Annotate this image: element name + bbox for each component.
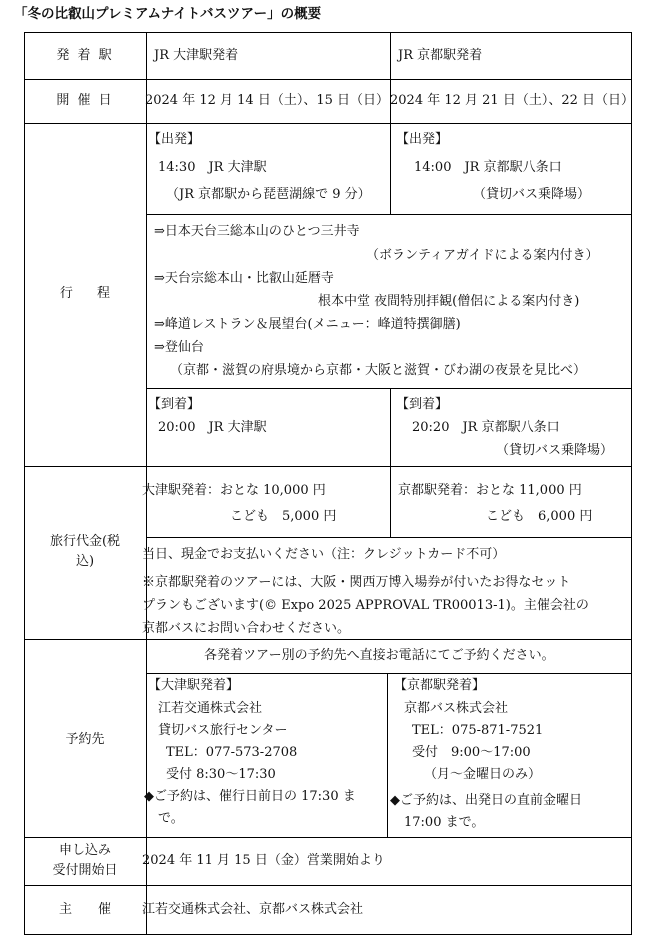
otsu-reservation-heading: 【大津駅発着】	[148, 678, 240, 693]
route-item: ⇒登仙台	[154, 340, 204, 355]
column-divider	[390, 123, 391, 214]
otsu-reservation-dept: 貸切バス旅行センター	[158, 723, 288, 738]
route-note: （京都・滋賀の府県境から京都・大阪と滋賀・びわ湖の夜景を見比べ）	[170, 363, 587, 378]
expo-note-line3: 京都バスにお問い合わせください。	[142, 621, 351, 636]
payment-note: 当日、現金でお支払いください（注：クレジットカード不可）	[142, 547, 506, 562]
departure-otsu: JR 大津駅発着	[154, 48, 239, 63]
row-label-start-line1: 申し込み	[58, 843, 111, 858]
kyoto-arrive-time: 20:20 JR 京都駅八条口	[412, 420, 560, 435]
kyoto-reservation-hours: 受付 9:00～17:00	[412, 745, 531, 760]
otsu-reservation-note-line2: で。	[158, 811, 184, 826]
table-border-top	[24, 32, 632, 33]
route-note: 根本中堂 夜間特別拝観(僧侶による案内付き)	[318, 294, 580, 309]
kyoto-arrive-note: （貸切バス乗降場）	[496, 443, 614, 458]
column-divider	[390, 388, 391, 466]
kyoto-reservation-days: （月～金曜日のみ）	[424, 767, 542, 782]
price-kyoto-child: こども 6,000 円	[486, 509, 593, 524]
price-divider	[146, 537, 632, 538]
price-otsu-child: こども 5,000 円	[230, 509, 337, 524]
row-divider	[24, 639, 632, 640]
column-divider	[390, 466, 391, 537]
row-label-price-line2: 込)	[75, 554, 95, 569]
tour-overview-table	[24, 32, 635, 935]
row-label-price	[24, 532, 146, 572]
price-otsu-adult: 大津駅発着：おとな 10,000 円	[142, 483, 326, 498]
otsu-reservation-tel: TEL：077-573-2708	[166, 745, 298, 760]
row-label-price-line1: 旅行代金(税	[49, 534, 121, 549]
row-divider	[24, 79, 632, 80]
otsu-depart-heading: 【出発】	[148, 132, 201, 147]
kyoto-depart-time: 14:00 JR 京都駅八条口	[414, 160, 562, 175]
otsu-depart-note: （JR 京都駅から琵琶湖線で 9 分）	[166, 187, 371, 202]
row-divider	[24, 466, 632, 467]
kyoto-reservation-heading: 【京都駅発着】	[394, 678, 486, 693]
price-kyoto-adult: 京都駅発着：おとな 11,000 円	[398, 483, 582, 498]
kyoto-arrive-heading: 【到着】	[396, 397, 449, 412]
table-border-bottom	[24, 934, 632, 935]
kyoto-reservation-tel: TEL：075-871-7521	[412, 723, 544, 738]
otsu-reservation-company: 江若交通株式会社	[158, 701, 263, 716]
start-date-value: 2024 年 11 月 15 日（金）営業開始より	[142, 853, 385, 868]
row-label-start-line2: 受付開始日	[52, 863, 118, 878]
kyoto-depart-note: （貸切バス乗降場）	[473, 187, 591, 202]
column-divider	[387, 673, 388, 837]
table-border-left	[24, 32, 25, 935]
page-title: 「冬の比叡山プレミアムナイトバスツアー」の概要	[14, 6, 322, 22]
otsu-reservation-hours: 受付 8:30～17:30	[166, 767, 276, 782]
row-label-departure: 発 着 駅	[56, 48, 114, 63]
route-item: ⇒日本天台三総本山のひとつ三井寺	[154, 224, 360, 239]
expo-note-line1: ※京都駅発着のツアーには、大阪・関西万博入場券が付いたお得なセット	[142, 575, 571, 590]
departure-kyoto: JR 京都駅発着	[398, 48, 483, 63]
otsu-arrive-heading: 【到着】	[148, 397, 201, 412]
row-divider	[24, 123, 632, 124]
row-label-itinerary: 行 程	[59, 286, 111, 301]
reservation-divider	[146, 673, 632, 674]
route-note: （ボランティアガイドによる案内付き）	[366, 248, 599, 263]
kyoto-depart-heading: 【出発】	[396, 132, 449, 147]
otsu-depart-time: 14:30 JR 大津駅	[158, 160, 267, 175]
route-item: ⇒天台宗総本山・比叡山延暦寺	[154, 271, 334, 286]
route-item: ⇒峰道レストラン＆展望台(メニュー：峰道特撰御膳)	[154, 317, 461, 332]
row-divider	[24, 885, 632, 886]
dates-otsu: 2024 年 12 月 14 日（土）、15 日（日）	[144, 93, 389, 108]
kyoto-reservation-note-line2: 17:00 まで。	[404, 815, 485, 830]
row-label-dates: 開 催 日	[56, 93, 114, 108]
otsu-reservation-note-line1: ◆ご予約は、催行日前日の 17:30 ま	[144, 789, 356, 804]
itinerary-divider	[146, 388, 632, 389]
row-label-organizer: 主 催	[58, 902, 111, 917]
row-label-reservation: 予約先	[65, 732, 105, 747]
organizer-value: 江若交通株式会社、京都バス株式会社	[142, 902, 364, 917]
reservation-intro: 各発着ツアー別の予約先へ直接お電話にてご予約ください。	[204, 648, 555, 663]
kyoto-reservation-note-line1: ◆ご予約は、出発日の直前金曜日	[390, 793, 582, 808]
otsu-arrive-time: 20:00 JR 大津駅	[158, 420, 267, 435]
itinerary-divider	[146, 214, 632, 215]
dates-kyoto: 2024 年 12 月 21 日（土）、22 日（日）	[390, 93, 635, 108]
expo-note-line2: プランもございます(© Expo 2025 APPROVAL TR00013-1)。主催会社の	[142, 598, 589, 613]
kyoto-reservation-company: 京都バス株式会社	[404, 701, 509, 716]
table-border-right	[631, 32, 632, 935]
row-divider	[24, 837, 632, 838]
row-label-start	[24, 841, 146, 881]
